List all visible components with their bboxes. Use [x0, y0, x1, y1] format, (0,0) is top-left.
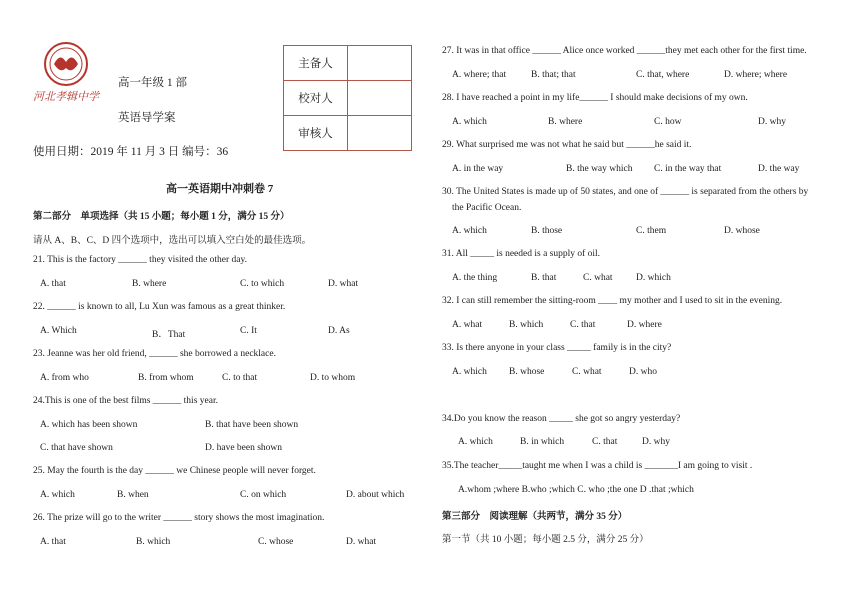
- option: B. that: [531, 273, 557, 283]
- option: B. the way which: [566, 164, 633, 174]
- option: B. where: [548, 117, 583, 127]
- option: B. from whom: [138, 373, 194, 383]
- option-line: A.whom ;where B.who ;which C. who ;the one D .that ;which: [458, 485, 694, 495]
- option: D. what: [346, 537, 377, 547]
- option: B. whose: [509, 367, 545, 377]
- option: A. which has been shown: [40, 420, 138, 430]
- option: C. how: [654, 117, 682, 127]
- option: C. that have shown: [40, 443, 113, 453]
- signoff-value: [348, 46, 412, 81]
- option: A. which: [452, 226, 487, 236]
- option: C. to which: [240, 279, 285, 289]
- option: B. which: [136, 537, 171, 547]
- question-stem: 28. I have reached a point in my life______ I should make decisions of my own.: [442, 93, 748, 103]
- question-stem: 26. The prize will go to the writer ______ story shows the most imagination.: [33, 513, 325, 523]
- option: A. in the way: [452, 164, 504, 174]
- section3-heading: 第三部分 阅读理解（共两节，满分 35 分）: [442, 512, 628, 522]
- question-stem: 21. This is the factory ______ they visited the other day.: [33, 255, 247, 265]
- option: C. on which: [240, 490, 287, 500]
- option: C. whose: [258, 537, 294, 547]
- option: B. when: [117, 490, 149, 500]
- option: B. in which: [520, 437, 565, 447]
- signoff-value: [348, 116, 412, 151]
- option: D. to whom: [310, 373, 356, 383]
- question-stem: 27. It was in that office ______ Alice once worked ______they met each other for the first time.: [442, 46, 807, 56]
- option: C. It: [240, 326, 257, 336]
- option: D. who: [629, 367, 657, 377]
- option: B. where: [132, 279, 167, 289]
- option: B. which: [509, 320, 544, 330]
- option: D. why: [642, 437, 670, 447]
- option: A. where; that: [452, 70, 507, 80]
- question-stem: 29. What surprised me was not what he said but ______he said it.: [442, 140, 692, 150]
- question-stem: 22. ______ is known to all, Lu Xun was famous as a great thinker.: [33, 302, 286, 312]
- option: D. where: [627, 320, 662, 330]
- option: D. where; where: [724, 70, 788, 80]
- option: C. them: [636, 226, 667, 236]
- date-line: 使用日期：2019 年 11 月 3 日 编号：36: [33, 146, 229, 158]
- option: C. what: [583, 273, 613, 283]
- option: B．That: [152, 330, 186, 340]
- section2-instruction: 请从 A、B、C、D 四个选项中，选出可以填入空白处的最佳选项。: [33, 236, 312, 246]
- option: D. about which: [346, 490, 405, 500]
- option: B. that have been shown: [205, 420, 299, 430]
- option: A. which: [452, 367, 487, 377]
- option: D. the way: [758, 164, 800, 174]
- option: D. As: [328, 326, 350, 336]
- question-stem: 34.Do you know the reason _____ she got so angry yesterday?: [442, 414, 681, 424]
- option: C. that: [570, 320, 596, 330]
- question-stem-cont: the Pacific Ocean.: [452, 203, 522, 213]
- question-stem: 24.This is one of the best films ______ this year.: [33, 396, 218, 406]
- option: D. which: [636, 273, 671, 283]
- option: C. what: [572, 367, 602, 377]
- option: A. which: [458, 437, 493, 447]
- section3-sub: 第一节（共 10 小题；每小题 2.5 分，满分 25 分）: [442, 535, 649, 545]
- exam-title: 高一英语期中冲刺卷 7: [166, 183, 274, 195]
- question-stem: 32. I can still remember the sitting-room ____ my mother and I used to sit in the evening.: [442, 296, 783, 306]
- question-stem: 23. Jeanne was her old friend, ______ she borrowed a necklace.: [33, 349, 276, 359]
- signoff-table: [283, 45, 412, 151]
- signoff-label: 校对人: [284, 81, 348, 116]
- option: A. Which: [40, 326, 77, 336]
- option: A. which: [452, 117, 487, 127]
- signoff-value: [348, 81, 412, 116]
- grade-department: 高一年级 1 部: [118, 77, 187, 89]
- option: D. why: [758, 117, 786, 127]
- option: C. in the way that: [654, 164, 722, 174]
- option: B. that; that: [531, 70, 576, 80]
- question-stem: 30. The United States is made up of 50 states, and one of ______ is separated from the others by: [442, 187, 809, 197]
- option: C. to that: [222, 373, 258, 383]
- option: A. that: [40, 279, 66, 289]
- option: D. have been shown: [205, 443, 283, 453]
- option: A. from who: [40, 373, 89, 383]
- question-stem: 33. Is there anyone in your class _____ family is in the city?: [442, 343, 672, 353]
- doc-type: 英语导学案: [118, 112, 176, 124]
- question-stem: 25. May the fourth is the day ______ we Chinese people will never forget.: [33, 466, 316, 476]
- option: B. those: [531, 226, 563, 236]
- school-logo: [26, 40, 106, 106]
- svg-text:河北孝辑中学: 河北孝辑中学: [33, 90, 99, 103]
- option: C. that: [592, 437, 618, 447]
- option: A. which: [40, 490, 75, 500]
- signoff-label: 主备人: [284, 46, 348, 81]
- section2-heading: 第二部分 单项选择（共 15 小题；每小题 1 分，满分 15 分）: [33, 212, 290, 222]
- option: A. what: [452, 320, 483, 330]
- question-stem: 35.The teacher_____taught me when I was a child is _______I am going to visit .: [442, 461, 753, 471]
- option: D. whose: [724, 226, 760, 236]
- option: C. that, where: [636, 70, 690, 80]
- option: A. the thing: [452, 273, 498, 283]
- option: A. that: [40, 537, 66, 547]
- question-stem: 31. All _____ is needed is a supply of oil.: [442, 249, 601, 259]
- option: D. what: [328, 279, 359, 289]
- signoff-label: 审核人: [284, 116, 348, 151]
